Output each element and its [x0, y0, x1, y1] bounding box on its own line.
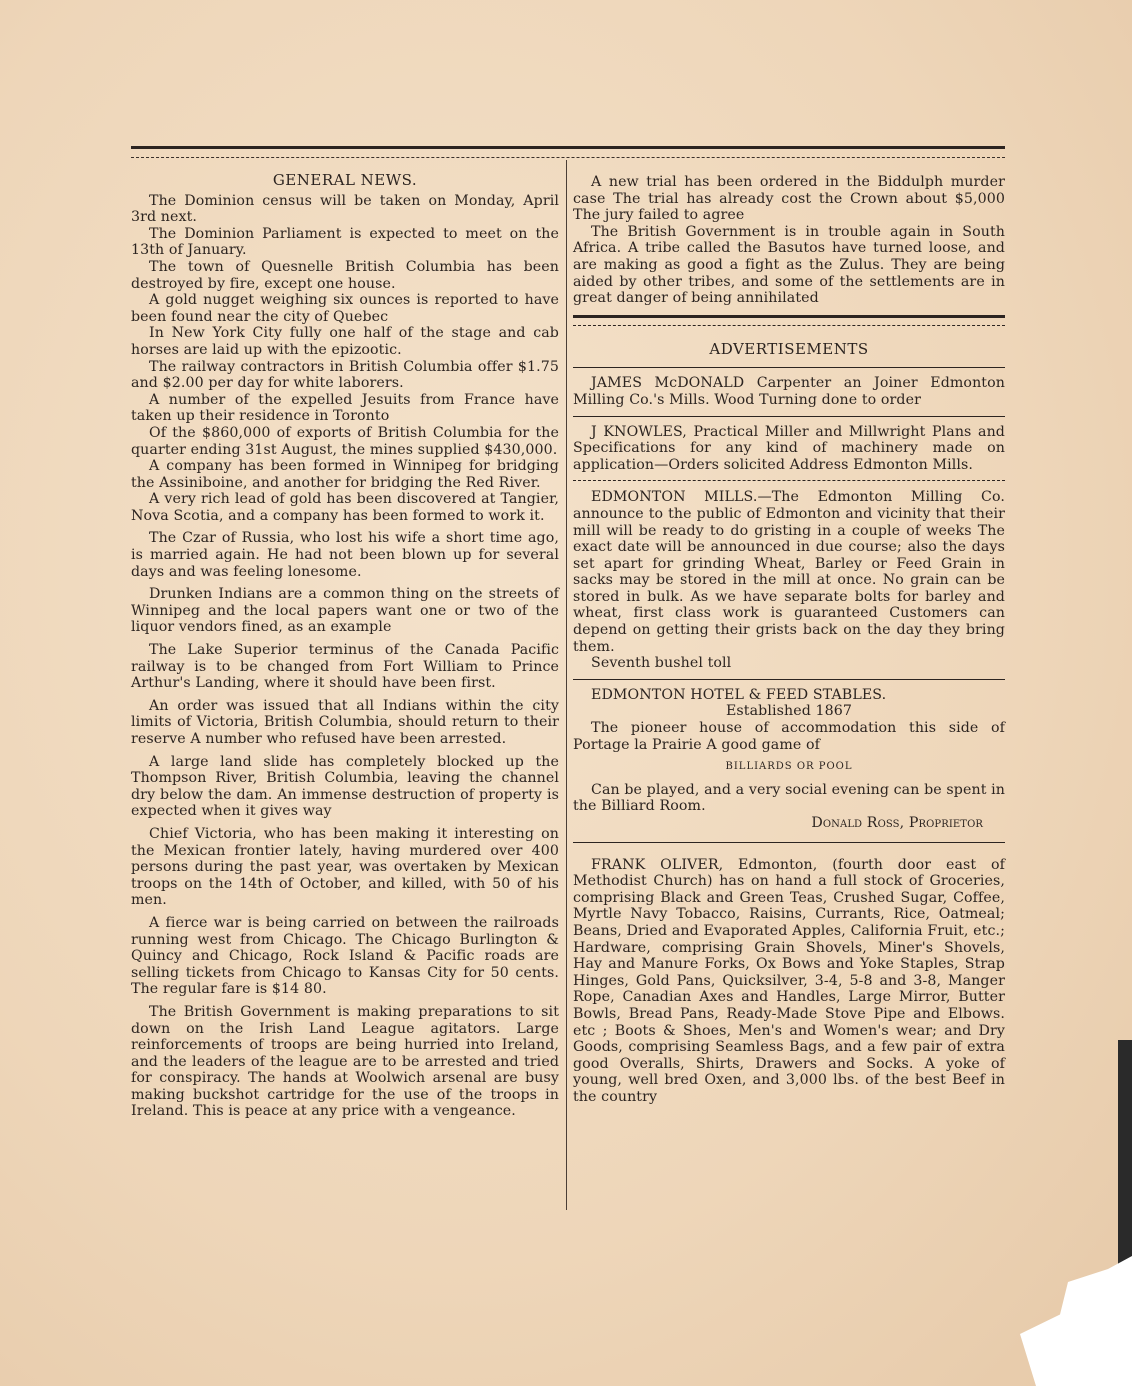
ad-hotel-established: Established 1867 — [725, 703, 853, 720]
news-item: A large land slide has completely blocked up the Thompson River, British Columbia, leaving the channel dry below the dam. An immense destruction of property is expected when it gives way — [131, 753, 559, 820]
news-item: An order was issued that all Indians within the city limits of Victoria, British Columbia, should return to their reserve A number who refused have been arrested. — [131, 697, 559, 747]
ad-mcdonald: JAMES McDONALD Carpenter an Joiner Edmonton Milling Co.'s Mills. Wood Turning done to order — [573, 375, 1005, 408]
ad-rule — [573, 679, 1005, 680]
column-divider — [566, 160, 567, 1210]
news-item: A number of the expelled Jesuits from France have taken up their residence in Toronto — [131, 391, 559, 425]
news-item: A new trial has been ordered in the Biddulph murder case The trial has already cost the Crown about $5,000 The jury failed to agree — [573, 174, 1005, 224]
news-item: A company has been formed in Winnipeg for bridging the Assiniboine, and another for bridging the Red River. — [131, 458, 559, 491]
news-item: The Czar of Russia, who lost his wife a short time ago, is married again. He had not been blown up for several days and was feeling lonesome. — [131, 530, 559, 580]
news-item: The British Government is making preparations to sit down on the Irish Land League agitators. Large reinforcements of troops are being hurried into Ireland, and the leaders of the league are to be arrested and tried for conspiracy. The hands at Woolwich arsenal are busy making buckshot cartridge for the use of the troops in Ireland. This is peace at any price with a vengeance. — [131, 1003, 559, 1120]
news-item: In New York City fully one half of the stage and cab horses are laid up with the epizootic. — [131, 325, 559, 358]
ad-mills-toll: Seventh bushel toll — [591, 655, 732, 672]
news-item: A very rich lead of gold has been discovered at Tangier, Nova Scotia, and a company has been formed to work it. — [131, 491, 559, 524]
ad-rule — [573, 416, 1005, 417]
news-item: The British Government is in trouble again in South Africa. A tribe called the Basutos have turned loose, and are making as good a fight as the Zulus. They are being aided by other tribes, and some of the settlements are in great danger of being annihilated — [573, 223, 1005, 307]
news-item: Of the $860,000 of exports of British Columbia for the quarter ending 31st August, the mines supplied $430,000. — [131, 424, 559, 458]
ad-knowles: J KNOWLES, Practical Miller and Millwright Plans and Specifications for any kind of machinery made on application—Orders solicited Address Edmonton Mills. — [573, 423, 1005, 473]
news-item: The railway contractors in British Columbia offer $1.75 and $2.00 per day for white laborers. — [131, 358, 559, 392]
section-rule — [573, 315, 1005, 318]
ad-rule — [573, 842, 1005, 843]
news-item: Drunken Indians are a common thing on the streets of Winnipeg and the local papers want one or two of the liquor vendors fined, as an example — [131, 586, 559, 636]
advertisements-heading: ADVERTISEMENTS — [709, 339, 869, 358]
ad-rule — [573, 480, 1005, 482]
top-rule — [131, 146, 1005, 149]
ad-hotel-title: EDMONTON HOTEL & FEED STABLES. — [591, 686, 887, 703]
ad-hotel-games: BILLIARDS OR POOL — [725, 761, 853, 773]
general-news-heading: GENERAL NEWS. — [272, 171, 418, 189]
general-news-column — [131, 170, 559, 1120]
ad-hotel-signature: Donald Ross, Proprietor — [811, 815, 983, 831]
news-item: The town of Quesnelle British Columbia has been destroyed by fire, except one house. — [131, 258, 559, 292]
news-item: The Dominion Parliament is expected to meet on the 13th of January. — [131, 225, 559, 259]
news-item: Chief Victoria, who has been making it interesting on the Mexican frontier lately, having murdered over 400 persons during the past year, was overtaken by Mexican troops on the 14th of October, and killed, with 50 of his men. — [131, 825, 559, 909]
ad-hotel-text2: Can be played, and a very social evening can be spent in the Billiard Room. — [573, 781, 1005, 815]
ad-frank-oliver: FRANK OLIVER, Edmonton, (fourth door east of Methodist Church) has on hand a full stock of Groceries, comprising Black and Green Teas, Crushed Sugar, Coffee, Myrtle Navy Tobacco, Raisins, Currants, Rice, Oatmeal; Beans, Dried and Evaporated Apples, California Fruit, etc.; Hardware, comprising Grain Shovels, Miner's Shovels, Hay and Manure Forks, Ox Bows and Yoke Staples, Strap Hinges, Gold Pans, Quicksilver, 3-4, 5-8 and 3-8, Manger Rope, Canadian Axes and Handles, Large Mirror, Butter Bowls, Bread Pans, Ready-Made Stove Pipe and Elbows. etc ; Boots & Shoes, Men's and Women's wear; and Dry Goods, comprising Seamless Bags, and a few pair of extra good Overalls, Shirts, Drawers and Socks. A yoke of young, well bred Oxen, and 3,000 lbs. of the best Beef in the country — [573, 856, 1005, 1105]
ad-hotel-text: The pioneer house of accommodation this side of Portage la Prairie A good game of — [573, 720, 1005, 753]
news-item: A fierce war is being carried on between the railroads running west from Chicago. The Chicago Burlington & Quincy and Chicago, Rock Island & Pacific roads are selling tickets from Chicago to Kansas City for 50 cents. The regular fare is $14 80. — [131, 914, 559, 998]
top-rule-dashed — [131, 157, 1005, 159]
news-item: The Dominion census will be taken on Monday, April 3rd next. — [131, 192, 559, 226]
ad-rule — [573, 367, 1005, 368]
ad-edmonton-mills: EDMONTON MILLS.—The Edmonton Milling Co. announce to the public of Edmonton and vicinity that their mill will be ready to do gristing in a couple of weeks The exact date will be announced in due course; also the days set apart for grinding Wheat, Barley or Feed Grain in sacks may be stored in the mill at once. No grain can be stored in bulk. As we have separate bolts for barley and wheat, first class work is guaranteed Customers can depend on getting their grists back on the day they bring them. — [573, 489, 1005, 655]
news-item: The Lake Superior terminus of the Canada Pacific railway is to be changed from Fort William to Prince Arthur's Landing, where it should have been first. — [131, 642, 559, 692]
section-rule-dashed — [573, 325, 1005, 327]
news-item: A gold nugget weighing six ounces is reported to have been found near the city of Quebec — [131, 292, 559, 325]
right-column — [573, 170, 1005, 1106]
